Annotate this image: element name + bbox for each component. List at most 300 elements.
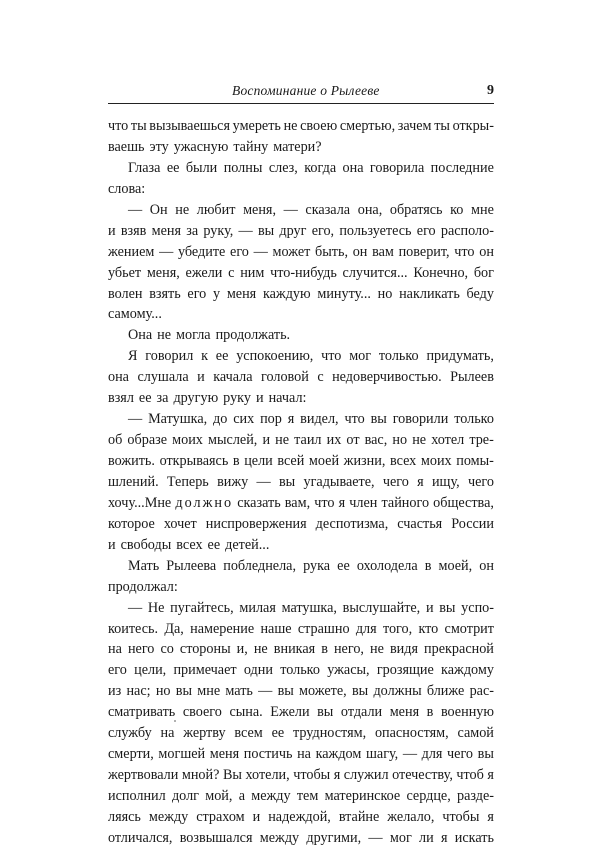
word: начал: [268,390,307,407]
text-line [108,556,494,577]
word: в [424,557,432,574]
word: не [370,641,384,658]
word: а [238,788,245,804]
word: каждом [315,746,362,763]
word: общества, [433,494,494,511]
word: самому... [108,306,162,323]
word: шлений. [108,473,159,490]
word: долг [171,788,199,804]
word: вы [257,222,275,239]
word: от [346,432,360,449]
word: вызываешься [149,118,230,134]
word: ты [434,118,450,134]
word: искать [454,829,494,846]
word: цели, [134,662,167,679]
word: но [155,683,171,700]
word: ужасы, [327,662,370,679]
word: беду [466,285,494,302]
word: случится... [342,264,408,281]
word: но [392,432,408,449]
running-title: Воспоминание о Рылееве [232,83,380,98]
word: могла [176,327,211,344]
word: мной? [181,767,220,784]
word: ближе [426,683,465,700]
word: отличался, [108,829,173,846]
word: я [333,767,341,784]
print-speck [174,720,176,722]
text-line [108,514,494,535]
word: опасностям, [374,725,449,742]
word: убедите [177,243,226,260]
word: — [402,746,418,763]
word: тем [296,788,319,804]
text-line [108,325,494,346]
text-line [108,744,494,765]
word: сердце, [406,788,451,804]
word: каждую [262,285,311,302]
word: жизни, [343,453,386,469]
word: его [230,243,249,260]
word: — [128,411,143,428]
word: не [157,327,172,344]
word: вас, [364,432,388,449]
word: шагу, [365,746,399,763]
word: возвышался [179,829,253,846]
word: военную [440,704,494,721]
word: я [287,411,295,428]
text-line [108,660,494,681]
word: Рылеев [450,369,494,386]
word: одни [243,662,273,679]
word: я [487,808,494,825]
word: рука [303,557,331,574]
word: и [262,432,271,449]
word: свободы [120,536,172,553]
word: взять [149,285,181,302]
word: ее [271,725,285,742]
word: и [108,536,116,553]
word: взяв [120,222,147,239]
word: цели [244,453,273,469]
word: не [275,432,290,449]
word: меня [151,222,181,239]
word: моей [308,453,340,469]
word: сына. [229,704,263,721]
word: последние [430,159,494,176]
word: что [344,411,365,428]
word: продолжал: [108,578,178,595]
word: хочу...Мне [108,494,172,511]
word: всей [277,453,305,469]
word: эту [149,138,169,155]
text-line [108,619,494,640]
word: России [451,515,494,532]
word: между [251,788,291,804]
word: мне [197,683,221,700]
word: Рылеева [166,557,217,574]
word: накликать [399,285,460,302]
word: должно [175,494,234,511]
word: пользуетесь [339,222,412,239]
word: мыслей, [208,432,258,449]
word: что [454,243,475,260]
word: — [159,243,174,260]
word: вы [477,746,494,763]
word: видя [389,641,418,658]
word: нас; [126,683,151,700]
word: смертью, [339,118,396,134]
word: помы- [456,453,494,469]
word: у [213,285,221,302]
word: жертвовали [108,767,179,784]
word: своею [300,118,338,134]
word: может [272,243,311,260]
word: ваешь [108,138,145,155]
word: зачем [397,118,432,134]
word: располо- [440,222,494,239]
text-line [108,388,494,409]
word: сматривать [108,704,176,721]
word: бог [473,264,494,281]
word: его [416,222,436,239]
word: материнское [324,788,401,804]
word: в [426,704,434,721]
word: счастья [397,515,443,532]
word: отдали [340,704,383,721]
word: кто [418,620,439,637]
word: до [213,411,228,428]
word: всех [176,536,203,553]
word: чего [447,746,474,763]
word: угадываете, [303,473,375,490]
text-line [108,765,494,786]
word: открываясь [159,453,229,469]
word: вы [370,411,387,428]
word: успо- [461,599,494,616]
word: Глаза [128,159,161,176]
word: меня, [243,201,277,218]
word: каждому [441,662,494,679]
text-line [108,681,494,702]
word: его [187,285,207,302]
word: матушка, [281,599,337,616]
word: волен [108,285,143,302]
word: того, [382,620,413,637]
text-line [108,221,494,242]
word: вы [439,599,456,616]
word: ко [450,201,464,218]
word: не [412,432,427,449]
text-line [108,179,494,200]
word: за [186,222,199,239]
word: вы [317,704,334,721]
word: смерти, [108,746,154,763]
word: могшей [158,746,206,763]
word: Он [149,201,168,218]
word: него, [333,641,364,658]
word: вам, [284,494,311,511]
word: Теперь [166,473,209,490]
word: в [321,641,328,658]
word: можете, [299,683,347,700]
word: Она [128,327,153,344]
word: что [314,494,335,511]
word: наше [260,620,292,637]
word: и, [236,641,248,658]
word: вижу [217,473,249,490]
word: таил [294,432,322,449]
word: ли [419,829,434,846]
word: трудностям, [293,725,367,742]
word: меня [209,746,240,763]
text-line [108,284,494,305]
word: только [378,348,419,365]
word: моих [420,453,452,469]
word: своего [182,704,222,721]
word: втайне [338,808,380,825]
word: Не [147,599,165,616]
word: ляясь [108,808,141,825]
word: со [160,641,174,658]
word: матери? [273,138,322,155]
page-number: 9 [487,83,494,98]
word: побледнела, [223,557,297,574]
word: — [258,683,273,700]
text-line [108,535,494,556]
word: меня [389,704,420,721]
word: мог [349,348,372,365]
word: милая [239,599,276,616]
header-rule [108,103,494,104]
word: минуту... [317,285,371,302]
word: грозящие [376,662,434,679]
word: их [326,432,342,449]
word: Конечно, [413,264,469,281]
word: прекрасной [424,641,494,658]
text-line [108,598,494,619]
text-line [108,116,494,137]
word: умереть [232,118,281,134]
word: тайного [381,494,430,511]
word: ежели [185,264,223,281]
word: самой [457,725,494,742]
word: Мать [128,557,160,574]
word: — [256,473,271,490]
word: примечает [173,662,237,679]
word: чтобы [442,808,480,825]
word: мне [471,201,494,218]
word: ее [166,159,180,176]
word: я [441,829,448,846]
text-line [108,430,494,451]
word: ужасную [173,138,229,155]
word: пугайтесь, [170,599,234,616]
word: Я [128,348,138,365]
page-header [108,83,494,101]
word: ее [138,390,152,407]
word: она [342,159,364,176]
word: и [425,599,434,616]
word: хочет [163,515,197,532]
word: — [283,201,298,218]
word: постичь [243,746,293,763]
word: я [487,767,494,784]
word: обратясь [389,201,443,218]
word: и [197,369,205,386]
word: слез, [268,159,298,176]
word: слушала [137,369,189,386]
word: моей, [438,557,473,574]
word: тайну [233,138,269,155]
word: пор [260,411,282,428]
word: исполнил [108,788,166,804]
text-line [108,263,494,284]
word: страхом [196,808,245,825]
word: я [417,473,424,490]
word: его [108,662,127,679]
word: вникая [273,641,316,658]
word: сказала [305,201,351,218]
text-line [108,786,494,807]
word: ее [207,536,221,553]
word: говорил [145,348,194,365]
word: были [185,159,218,176]
word: разде- [457,788,494,804]
word: — [128,201,143,218]
word: между [259,829,300,846]
word: только [454,411,494,428]
word: хотели, [245,767,290,784]
word: и [108,222,116,239]
word: взял [108,390,134,407]
word: детей... [225,536,270,553]
word: только [280,662,320,679]
text-line [108,702,494,723]
word: говорили [392,411,449,428]
word: из [108,683,122,700]
word: надеждой, [268,808,331,825]
word: за [156,390,169,407]
word: намерение [190,620,255,637]
word: Матушка, [148,411,208,428]
word: которое [108,515,155,532]
word: мать [225,683,253,700]
word: друг [279,222,307,239]
word: когда [304,159,337,176]
word: чтоб [456,767,484,784]
word: мой, [205,788,233,804]
word: службу [108,725,152,742]
text-line [108,200,494,221]
text-line [108,346,494,367]
word: другую [173,390,219,407]
word: коитесь. [108,620,159,637]
word: жертву [183,725,226,742]
word: смотрит [444,620,494,637]
word: слова: [108,180,146,197]
text-line [108,807,494,828]
word: убьет [108,264,142,281]
word: ты [130,118,147,134]
text-line [108,723,494,744]
word: недоверчивостью. [332,369,442,386]
word: руку, [203,222,234,239]
word: тре- [469,432,494,449]
word: служил [343,767,389,784]
word: успокоению, [236,348,314,365]
word: сказать [237,494,281,511]
word: не [175,201,190,218]
word: вы [175,683,193,700]
word: для [355,620,377,637]
text-line [108,367,494,388]
word: что [321,348,342,365]
word: с [228,264,235,281]
word: придумать, [426,348,494,365]
text-line [108,451,494,472]
word: и [252,808,261,825]
word: охолодела [356,557,418,574]
word: всех [389,453,417,469]
word: ним [240,264,265,281]
word: рас- [469,683,494,700]
word: желало, [387,808,435,825]
word: я [338,494,346,511]
word: Вы [222,767,242,784]
word: мог [389,829,412,846]
word: — [128,599,143,616]
word: образе [127,432,168,449]
word: с [317,369,324,386]
word: отечеству, [392,767,453,784]
word: что [108,118,129,134]
word: ниспровержения [205,515,307,532]
word: меня, [146,264,180,281]
word: об [108,432,123,449]
word: — [368,829,383,846]
text-line [108,828,494,849]
word: быть, [315,243,348,260]
word: вам [372,243,394,260]
word: член [349,494,378,511]
word: Да, [164,620,184,637]
word: его, [311,222,335,239]
word: поверит, [398,243,450,260]
word: деспотизма, [315,515,389,532]
word: моих [172,432,203,449]
word: вы [351,683,369,700]
word: него [127,641,155,658]
word: ищу, [431,473,460,490]
word: продолжать. [215,327,291,344]
text-line [108,639,494,660]
word: для [421,746,443,763]
word: ее [215,348,229,365]
word: жением [108,243,155,260]
text-line [108,158,494,179]
word: качала [213,369,253,386]
word: на [297,746,311,763]
text-line [108,472,494,493]
word: вы [277,683,294,700]
word: хотел [431,432,465,449]
word: любит [196,201,236,218]
word: страшно [297,620,350,637]
word: — [253,243,268,260]
text-line [108,242,494,263]
word: меня [226,285,257,302]
word: к [201,348,208,365]
